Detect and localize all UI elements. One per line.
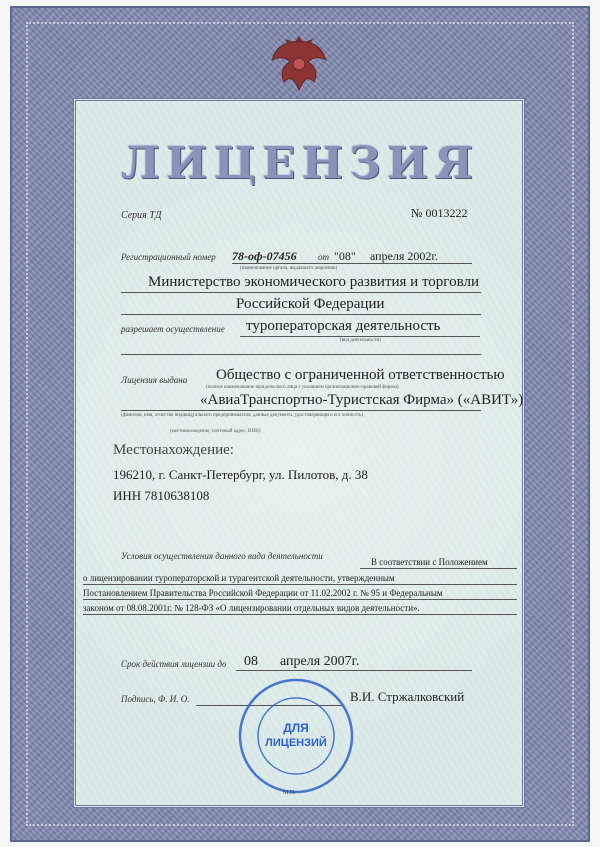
location-address: 196210, г. Санкт-Петербург, ул. Пилотов, д. 38 (113, 467, 368, 482)
conditions-underline3 (83, 599, 517, 600)
permits-underline2 (121, 354, 481, 355)
registration-underline (232, 263, 472, 264)
stamp-center-line2: ЛИЦЕНЗИЙ (265, 737, 327, 749)
conditions-line3: Постановлением Правительства Российской Федерации от 11.02.2002 г. № 95 и Федеральным (83, 588, 443, 598)
location-inn: ИНН 7810638108 (113, 488, 210, 503)
series-label: Серия ТД (121, 210, 162, 221)
conditions-underline2 (83, 584, 517, 585)
licensee-caption3: (местонахождение, почтовый адрес, ИНН) (170, 429, 261, 434)
issuer-line1: Министерство экономического развития и торговли (148, 274, 479, 290)
conditions-line2: о лицензировании туроператорской и турагентской деятельности, утвержденным (83, 573, 395, 583)
registration-from-label: от (318, 252, 329, 262)
conditions-underline4 (83, 614, 517, 615)
conditions-underline1 (360, 568, 517, 569)
issuer-underline1 (121, 292, 481, 293)
stamp-place-label: М.П. (283, 790, 296, 796)
double-headed-eagle-icon (268, 30, 330, 96)
registration-number: 78-оф-07456 (232, 249, 297, 263)
licensee-label: Лицензия выдана (121, 375, 188, 385)
validity-label: Срок действия лицензии до (121, 659, 227, 669)
licensee-line1: Общество с ограниченной ответственностью (216, 367, 505, 383)
issuer-underline2 (121, 314, 481, 315)
conditions-text-lead: В соответствии с Положением (371, 557, 488, 567)
licensee-underline (121, 410, 481, 411)
licensee-caption2: (фамилия, имя, отчество индивидуального предпринимателя, данные документа, удостоверяющего его личность) (121, 413, 364, 418)
validity-underline (236, 670, 472, 671)
licensee-line2: «АвиаТранспортно-Туристская Фирма» («АВИТ») (200, 392, 524, 408)
location-label: Местонахождение: (113, 442, 234, 458)
registration-caption: (наименование органа, выдавшего лицензию) (240, 266, 338, 271)
registration-day: "08" (334, 249, 356, 263)
permits-label: разрешает осуществление (121, 324, 225, 334)
license-number: № 0013222 (411, 206, 468, 220)
conditions-label: Условия осуществления данного вида деятельности (121, 551, 323, 561)
issuer-line2: Российской Федерации (236, 296, 385, 312)
registration-month-year: апреля 2002г. (370, 249, 438, 263)
signatory-name: В.И. Стржалковский (350, 689, 465, 704)
permits-underline (240, 336, 480, 337)
validity-day: 08 (244, 654, 258, 669)
validity-month-year: апреля 2007г. (280, 654, 360, 669)
conditions-line4: законом от 08.08.2001г. № 128-ФЗ «О лицензировании отдельных видов деятельности». (83, 603, 420, 613)
permitted-activity: туроператорская деятельность (246, 318, 441, 334)
stamp-center-line1: ДЛЯ (283, 721, 309, 735)
license-title: ЛИЦЕНЗИЯ (120, 138, 480, 189)
registration-label: Регистрационный номер (121, 252, 216, 262)
signature-label: Подпись, Ф. И. О. (121, 694, 190, 704)
permits-caption: (вид деятельности) (340, 338, 381, 343)
official-stamp (236, 676, 356, 796)
licensee-caption1: (полное наименование юридического лица с указанием организационно-правовой формы) (206, 385, 399, 390)
